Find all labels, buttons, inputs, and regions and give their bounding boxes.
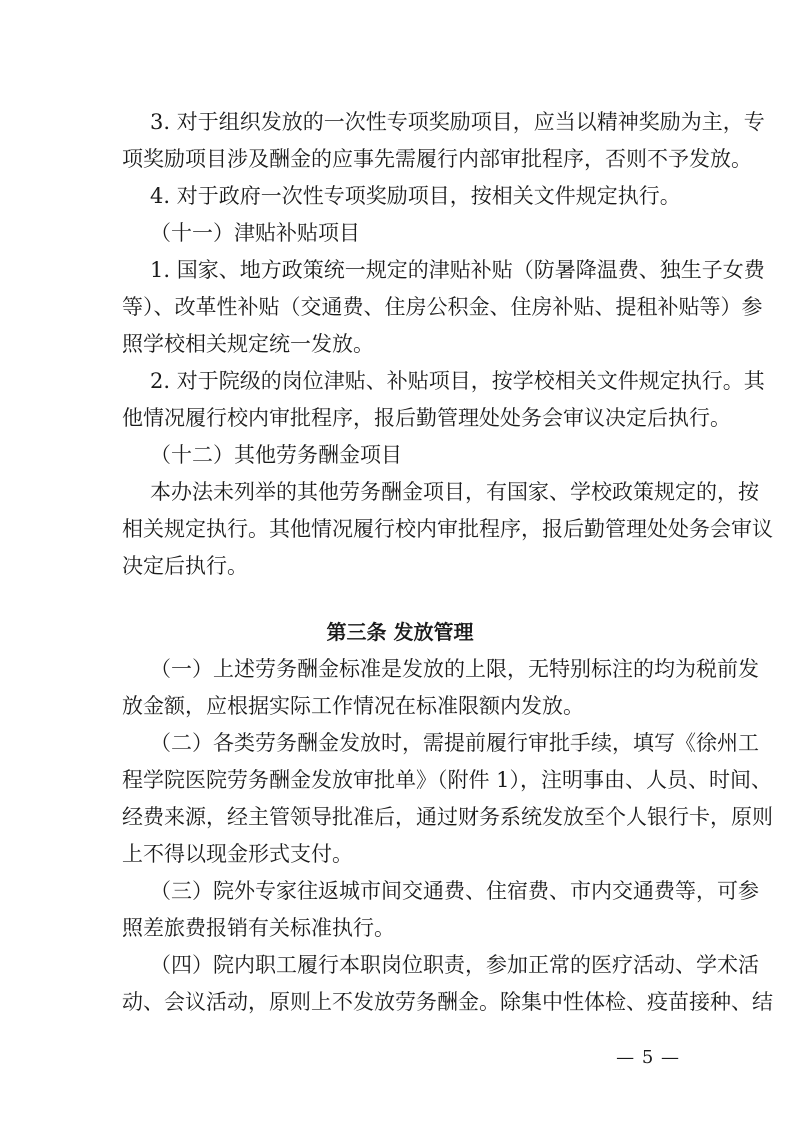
paragraph-line: 4. 对于政府一次性专项奖励项目，按相关文件规定执行。 <box>150 184 681 208</box>
paragraph-line: 经费来源，经主管领导批准后，通过财务系统发放至个人银行卡，原则 <box>122 805 773 829</box>
paragraph-line: 他情况履行校内审批程序，报后勤管理处处务会审议决定后执行。 <box>122 406 731 430</box>
paragraph-line: 照学校相关规定统一发放。 <box>122 332 374 356</box>
paragraph-line: 放金额，应根据实际工作情况在标准限额内发放。 <box>122 694 584 718</box>
paragraph-line: 本办法未列举的其他劳务酬金项目，有国家、学校政策规定的，按 <box>150 480 759 504</box>
paragraph-line: 照差旅费报销有关标准执行。 <box>122 916 395 940</box>
section-subheading: （十二）其他劳务酬金项目 <box>150 443 402 467</box>
paragraph-line: （二）各类劳务酬金发放时，需提前履行审批手续，填写《徐州工 <box>150 731 759 755</box>
paragraph-line: 动、会议活动，原则上不发放劳务酬金。除集中性体检、疫苗接种、结 <box>122 990 773 1014</box>
section-subheading: （十一）津贴补贴项目 <box>150 221 360 245</box>
article-heading: 第三条 发放管理 <box>326 620 474 644</box>
paragraph-line: 3. 对于组织发放的一次性专项奖励项目，应当以精神奖励为主，专 <box>150 110 765 134</box>
paragraph-line: 相关规定执行。其他情况履行校内审批程序，报后勤管理处处务会审议 <box>122 517 773 541</box>
paragraph-line: 2. 对于院级的岗位津贴、补贴项目，按学校相关文件规定执行。其 <box>150 369 765 393</box>
paragraph-line: 1. 国家、地方政策统一规定的津贴补贴（防暑降温费、独生子女费 <box>150 258 765 282</box>
paragraph-line: 上不得以现金形式支付。 <box>122 842 353 866</box>
paragraph-line: 决定后执行。 <box>122 554 248 578</box>
paragraph-line: 等）、改革性补贴（交通费、住房公积金、住房补贴、提租补贴等）参 <box>122 295 763 319</box>
paragraph-line: 程学院医院劳务酬金发放审批单》（附件 1），注明事由、人员、时间、 <box>122 768 773 792</box>
page-number: — 5 — <box>616 1047 680 1068</box>
paragraph-line: （一）上述劳务酬金标准是发放的上限，无特别标注的均为税前发 <box>150 657 759 681</box>
paragraph-line: （四）院内职工履行本职岗位职责，参加正常的医疗活动、学术活 <box>150 953 759 977</box>
paragraph-line: （三）院外专家往返城市间交通费、住宿费、市内交通费等，可参 <box>150 879 759 903</box>
paragraph-line: 项奖励项目涉及酬金的应事先需履行内部审批程序，否则不予发放。 <box>122 147 752 171</box>
